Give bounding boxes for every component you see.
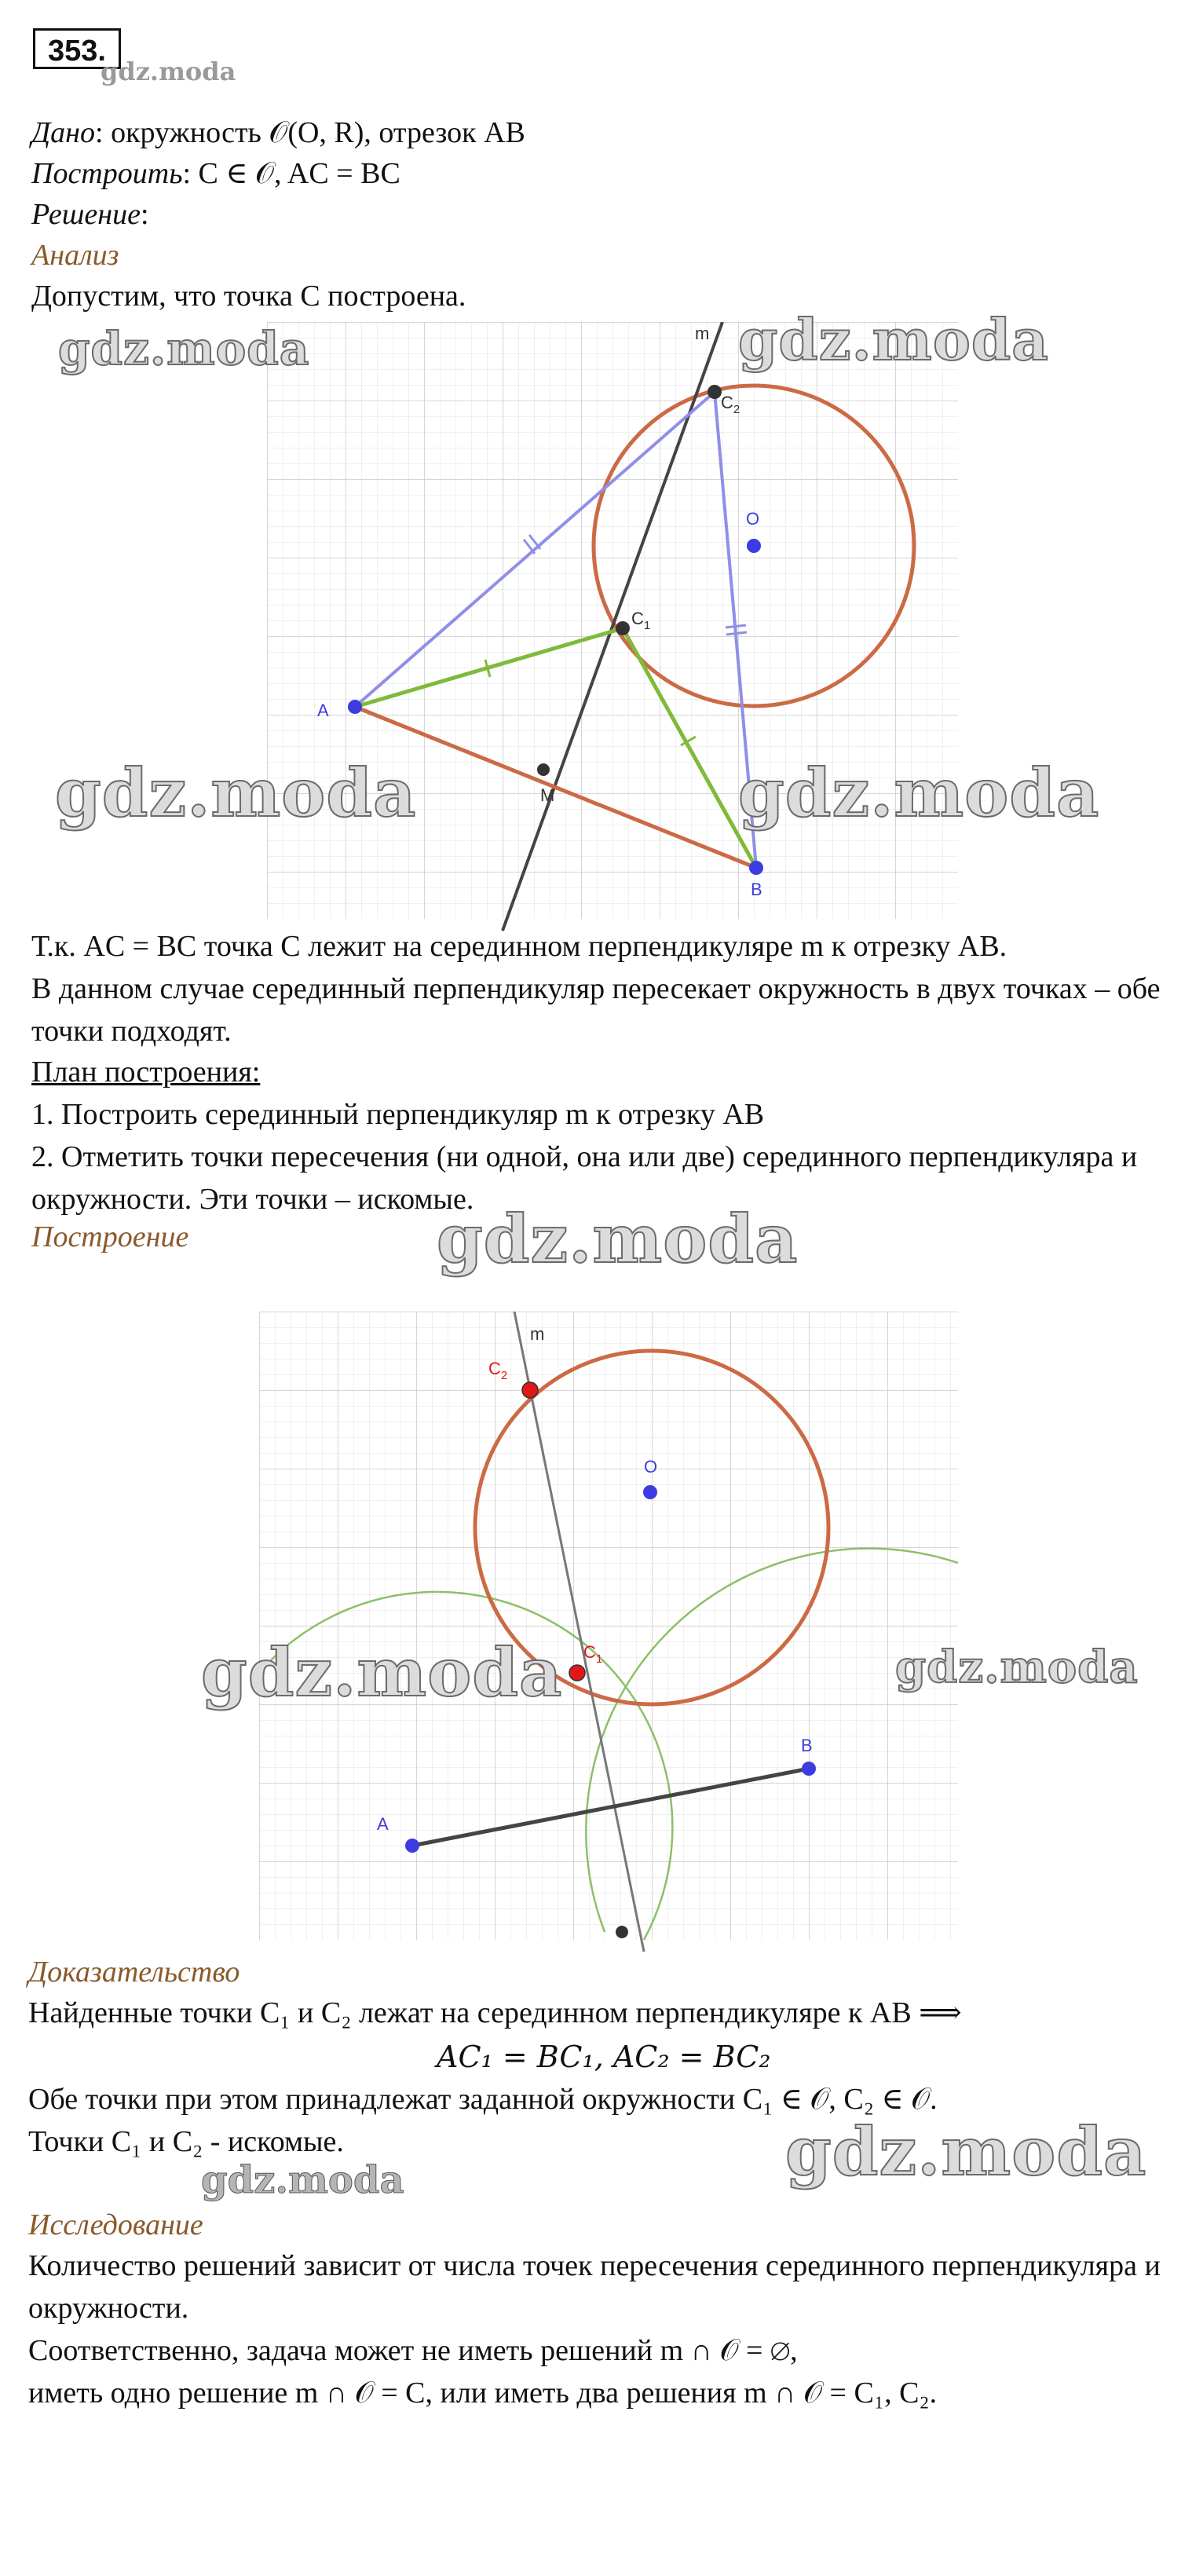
research-line-1: Количество решений зависит от числа точек пересечения серединного перпендикуляра и окружности. [28, 2249, 1161, 2325]
solution-label: Решение [31, 198, 141, 231]
problem-number: 353. [33, 28, 121, 69]
watermark-4: gdz.moda [738, 754, 1100, 832]
watermark-2: gdz.moda [738, 306, 1049, 373]
analysis-label-M: M [540, 785, 555, 805]
watermark-3: gdz.moda [55, 754, 417, 832]
analysis-figure [267, 322, 982, 935]
proof-heading: Доказательство [28, 1956, 240, 1989]
construction-point-C2 [522, 1382, 538, 1398]
watermark-6: gdz.moda [201, 1634, 563, 1711]
solution-line [31, 193, 149, 236]
analysis-label-O: O [746, 509, 760, 529]
construction-point-A [405, 1839, 419, 1853]
plan-step-1: 1. Построить серединный перпендикуляр m к отрезку AB [31, 1098, 765, 1131]
explanation-1: Т.к. AC = BC точка C лежит на серединном перпендикуляре m к отрезку AB. [31, 930, 1007, 963]
construction-label-O: O [644, 1457, 658, 1476]
watermark-1: gdz.moda [58, 322, 310, 375]
construction-point-B [802, 1762, 816, 1776]
analysis-label-A: A [317, 701, 329, 720]
analysis-point-C2 [708, 385, 722, 399]
solution-colon: : [140, 198, 149, 231]
construction-grid [259, 1312, 958, 1940]
construction-label-m: m [530, 1324, 545, 1344]
analysis-point-A [348, 700, 362, 714]
analysis-heading: Анализ [31, 239, 119, 272]
construction-label-C2: $C_2$ [488, 1359, 508, 1382]
proof-formula: AC₁ = BC₁, AC₂ = BC₂ [437, 2040, 771, 2074]
construct-label: Построить [31, 157, 183, 190]
construct-text: : C ∈ 𝒪, AC = BC [182, 157, 400, 190]
construction-label-A: A [377, 1814, 389, 1834]
analysis-label-C2: $C_2$ [721, 393, 740, 416]
watermark-9: gdz.moda [201, 2158, 404, 2202]
construction-heading: Построение [31, 1220, 189, 1253]
plan-step-2: 2. Отметить точки пересечения (ни одной, она или две) серединного перпендикуляра и окружности. Эти точки – искомые. [31, 1140, 1138, 1216]
proof-line-2: Обе точки при этом принадлежат заданной окружности C₁ ∈ 𝒪, C₂ ∈ 𝒪. [28, 2083, 938, 2116]
analysis-intro: Допустим, что точка C построена. [31, 280, 466, 313]
given-text: : окружность 𝒪(O, R), отрезок AB [95, 116, 525, 149]
analysis-label-B: B [751, 880, 762, 899]
proof-line-1: Найденные точки C₁ и C₂ лежат на серединном перпендикуляре к AB ⟹ [28, 1996, 962, 2029]
analysis-point-M [537, 763, 550, 776]
analysis-point-O [747, 539, 761, 553]
research-line-3: иметь одно решение m ∩ 𝒪 = C, или иметь два решения m ∩ 𝒪 = C₁, C₂. [28, 2377, 938, 2410]
construction-point-O [643, 1485, 657, 1499]
analysis-label-m: m [695, 324, 710, 343]
watermark-8: gdz.moda [785, 2113, 1147, 2190]
watermark-header: gdz.moda [101, 57, 236, 86]
construct-line [31, 152, 400, 195]
construction-label-C1: $C_1$ [583, 1642, 603, 1666]
construction-label-B: B [801, 1736, 813, 1755]
construction-point-C1 [569, 1665, 585, 1681]
explanation-2: В данном случае серединный перпендикуляр пересекает окружность в двух точках – обе точки подходят. [31, 972, 1161, 1048]
proof-line-3: Точки C₁ и C₂ - искомые. [28, 2125, 344, 2158]
analysis-point-B [749, 861, 763, 875]
research-heading: Исследование [28, 2208, 203, 2241]
research-line-2: Соответственно, задача может не иметь решений m ∩ 𝒪 = ∅, [28, 2334, 798, 2367]
given-label: Дано [31, 116, 96, 149]
analysis-label-C1: $C_1$ [631, 609, 651, 632]
plan-title: План построения: [31, 1056, 261, 1089]
given-line [31, 112, 525, 154]
watermark-7: gdz.moda [895, 1641, 1139, 1693]
analysis-point-C1 [616, 621, 630, 635]
construction-point-bottom [616, 1926, 628, 1938]
watermark-5: gdz.moda [437, 1200, 799, 1278]
